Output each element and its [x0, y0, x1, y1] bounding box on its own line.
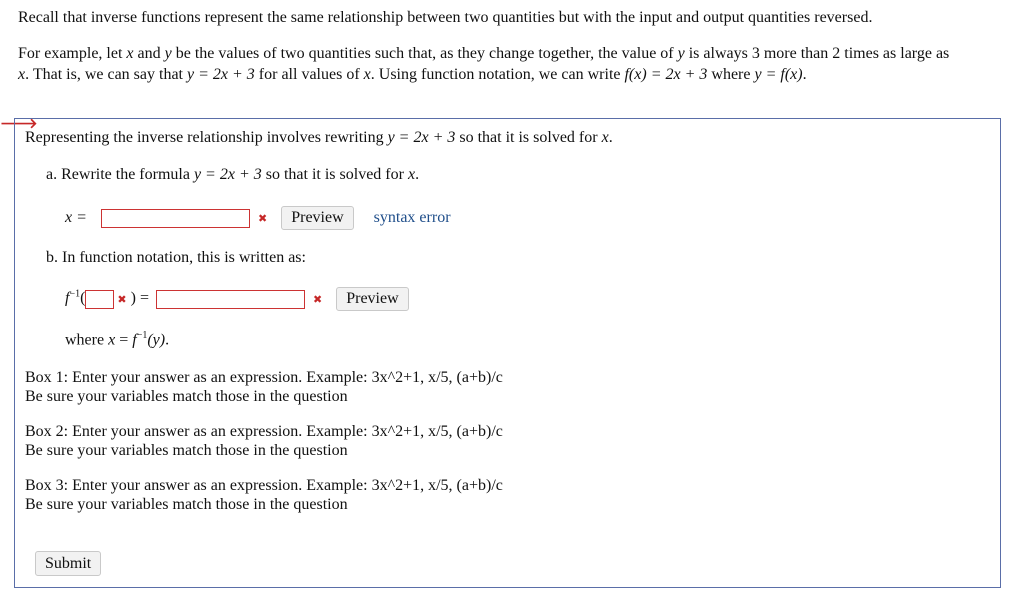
- answer-box-2[interactable]: [85, 290, 114, 309]
- intro-text: For example, let: [18, 45, 127, 62]
- question-box: [14, 118, 1001, 588]
- math-var: y: [164, 45, 172, 62]
- where-text: =: [115, 331, 133, 349]
- part-b-answer-row: [65, 287, 409, 311]
- part-b-label: b.: [46, 249, 58, 266]
- preview-button-1[interactable]: Preview: [281, 206, 353, 230]
- inverse-superscript: −1: [136, 330, 148, 341]
- hint-box-1: [25, 368, 503, 406]
- part-a-text: so that it is solved for: [261, 166, 408, 183]
- part-a-prompt: [46, 166, 419, 184]
- error-icon: ✖: [258, 212, 268, 225]
- math-var: y: [677, 45, 685, 62]
- intro-line-1: Recall that inverse functions represent the same relationship between two quantities but with the input and output quantities reversed.: [18, 9, 873, 26]
- function-symbol: f: [132, 331, 137, 349]
- hint-line: Be sure your variables match those in the question: [25, 442, 348, 459]
- math-equation: y = 2x + 3: [187, 66, 255, 83]
- hint-line: Be sure your variables match those in the question: [25, 496, 348, 513]
- hint-box-2: [25, 422, 503, 460]
- intro-paragraph: [18, 43, 1008, 85]
- math-equation: f(x) = 2x + 3: [624, 66, 708, 83]
- error-icon: ✖: [117, 293, 127, 306]
- stem-text: Representing the inverse relationship involves rewriting: [25, 129, 388, 146]
- hint-box-3: [25, 476, 503, 514]
- intro-text: . That is, we can say that: [25, 66, 187, 83]
- intro-text: is always 3 more than 2 times as large as: [684, 45, 950, 62]
- intro-text: and: [133, 45, 165, 62]
- intro-text: . Using function notation, we can write: [370, 66, 625, 83]
- math-var: x: [126, 45, 134, 62]
- where-clause: [65, 330, 169, 349]
- intro-text: where: [707, 66, 755, 83]
- inverse-superscript: −1: [69, 288, 81, 300]
- current-question-marker-icon: 🡒: [0, 117, 38, 132]
- intro-text: for all values of: [254, 66, 364, 83]
- answer-box-1[interactable]: [101, 209, 250, 228]
- intro-text: be the values of two quantities such that, as they change together, the value of: [171, 45, 678, 62]
- math-var: x: [407, 166, 416, 183]
- question-stem: [25, 129, 613, 147]
- answer-label: x =: [65, 208, 87, 226]
- where-text: .: [165, 331, 170, 349]
- syntax-error-status: syntax error: [373, 209, 451, 226]
- error-icon: ✖: [313, 293, 323, 306]
- hint-line: Box 3: Enter your answer as an expression. Example: 3x^2+1, x/5, (a+b)/c: [25, 477, 503, 494]
- where-text: where: [65, 331, 109, 349]
- hint-line: Box 1: Enter your answer as an expression. Example: 3x^2+1, x/5, (a+b)/c: [25, 369, 503, 386]
- part-a-answer-row: [65, 206, 451, 230]
- stem-text: so that it is solved for: [455, 129, 602, 146]
- part-b-prompt: [46, 249, 306, 267]
- math-var: x: [108, 331, 116, 349]
- math-var: x: [363, 66, 371, 83]
- hint-line: Be sure your variables match those in the question: [25, 388, 348, 405]
- stem-text: .: [608, 129, 613, 146]
- part-b-text: In function notation, this is written as:: [62, 249, 306, 266]
- preview-button-2[interactable]: Preview: [336, 287, 408, 311]
- hint-line: Box 2: Enter your answer as an expression. Example: 3x^2+1, x/5, (a+b)/c: [25, 423, 503, 440]
- submit-button[interactable]: Submit: [35, 551, 101, 576]
- intro-text: .: [802, 66, 807, 83]
- part-a-label: a.: [46, 166, 58, 183]
- function-symbol: f: [65, 289, 70, 307]
- math-var: x: [601, 129, 609, 146]
- open-paren: (: [80, 289, 86, 307]
- close-paren-equals: ) =: [130, 289, 149, 307]
- math-equation: y = 2x + 3: [387, 129, 456, 146]
- answer-box-3[interactable]: [156, 290, 305, 309]
- math-arg: (y): [147, 331, 166, 349]
- part-a-text: .: [415, 166, 420, 183]
- math-equation: y = f(x): [754, 66, 803, 83]
- math-var: x: [18, 66, 26, 83]
- math-equation: y = 2x + 3: [193, 166, 262, 183]
- part-a-text: Rewrite the formula: [61, 166, 194, 183]
